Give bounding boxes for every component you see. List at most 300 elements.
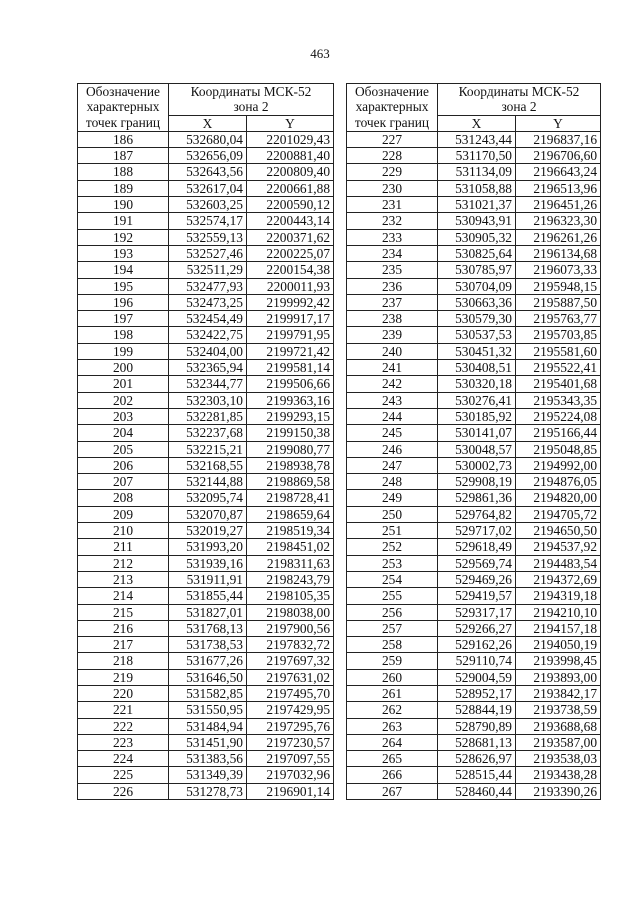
x-coordinate-cell: 532559,13 bbox=[169, 229, 247, 245]
point-number-cell: 208 bbox=[78, 490, 169, 506]
x-coordinate-cell: 530704,09 bbox=[438, 278, 516, 294]
y-coordinate-cell: 2197097,55 bbox=[247, 751, 334, 767]
y-coordinate-cell: 2196134,68 bbox=[516, 245, 601, 261]
table-row bbox=[78, 360, 334, 376]
point-number-cell: 204 bbox=[78, 425, 169, 441]
point-number-cell: 258 bbox=[347, 637, 438, 653]
x-coordinate-cell: 531911,91 bbox=[169, 571, 247, 587]
point-number-cell: 227 bbox=[347, 131, 438, 147]
x-coordinate-cell: 529110,74 bbox=[438, 653, 516, 669]
point-number-cell: 219 bbox=[78, 669, 169, 685]
point-number-cell: 197 bbox=[78, 311, 169, 327]
x-coordinate-cell: 529569,74 bbox=[438, 555, 516, 571]
point-number-cell: 253 bbox=[347, 555, 438, 571]
coordinates-header-line1: Координаты МСК-52 bbox=[458, 84, 580, 99]
point-number-cell: 191 bbox=[78, 213, 169, 229]
point-number-cell: 245 bbox=[347, 425, 438, 441]
coordinates-header-line2: зона 2 bbox=[233, 99, 269, 115]
table-row bbox=[347, 571, 601, 587]
x-coordinate-cell: 531550,95 bbox=[169, 702, 247, 718]
x-coordinate-cell: 531383,56 bbox=[169, 751, 247, 767]
y-coordinate-cell: 2199791,95 bbox=[247, 327, 334, 343]
point-number-cell: 230 bbox=[347, 180, 438, 196]
table-row bbox=[347, 213, 601, 229]
y-coordinate-cell: 2195048,85 bbox=[516, 441, 601, 457]
y-coordinate-cell: 2193688,68 bbox=[516, 718, 601, 734]
point-number-cell: 221 bbox=[78, 702, 169, 718]
y-coordinate-cell: 2195522,41 bbox=[516, 360, 601, 376]
y-column-header: Y bbox=[247, 115, 334, 131]
x-coordinate-cell: 532281,85 bbox=[169, 408, 247, 424]
y-coordinate-cell: 2193998,45 bbox=[516, 653, 601, 669]
table-row bbox=[78, 294, 334, 310]
table-row bbox=[78, 474, 334, 490]
x-coordinate-cell: 530905,32 bbox=[438, 229, 516, 245]
table-row bbox=[347, 604, 601, 620]
x-coordinate-cell: 531243,44 bbox=[438, 131, 516, 147]
point-number-cell: 216 bbox=[78, 620, 169, 636]
y-coordinate-cell: 2197429,95 bbox=[247, 702, 334, 718]
y-coordinate-cell: 2193390,26 bbox=[516, 783, 601, 799]
x-coordinate-cell: 532656,09 bbox=[169, 148, 247, 164]
y-coordinate-cell: 2197032,96 bbox=[247, 767, 334, 783]
y-coordinate-cell: 2199293,15 bbox=[247, 408, 334, 424]
point-number-cell: 206 bbox=[78, 457, 169, 473]
y-coordinate-cell: 2198519,34 bbox=[247, 523, 334, 539]
x-coordinate-cell: 531058,88 bbox=[438, 180, 516, 196]
y-coordinate-cell: 2200011,93 bbox=[247, 278, 334, 294]
y-coordinate-cell: 2196323,30 bbox=[516, 213, 601, 229]
y-coordinate-cell: 2195401,68 bbox=[516, 376, 601, 392]
x-coordinate-cell: 532344,77 bbox=[169, 376, 247, 392]
point-number-cell: 210 bbox=[78, 523, 169, 539]
y-coordinate-cell: 2198105,35 bbox=[247, 588, 334, 604]
table-row bbox=[347, 311, 601, 327]
table-row bbox=[347, 702, 601, 718]
y-coordinate-cell: 2193438,28 bbox=[516, 767, 601, 783]
x-coordinate-cell: 532095,74 bbox=[169, 490, 247, 506]
table-row bbox=[347, 197, 601, 213]
point-number-cell: 240 bbox=[347, 343, 438, 359]
y-coordinate-cell: 2196451,26 bbox=[516, 197, 601, 213]
point-number-cell: 205 bbox=[78, 441, 169, 457]
point-number-cell: 257 bbox=[347, 620, 438, 636]
x-coordinate-cell: 531278,73 bbox=[169, 783, 247, 799]
table-row bbox=[78, 523, 334, 539]
y-column-header: Y bbox=[516, 115, 601, 131]
table-row bbox=[78, 392, 334, 408]
x-coordinate-cell: 531451,90 bbox=[169, 734, 247, 750]
y-coordinate-cell: 2196706,60 bbox=[516, 148, 601, 164]
point-number-cell: 203 bbox=[78, 408, 169, 424]
point-number-cell: 229 bbox=[347, 164, 438, 180]
x-coordinate-cell: 530002,73 bbox=[438, 457, 516, 473]
y-coordinate-cell: 2198038,00 bbox=[247, 604, 334, 620]
y-coordinate-cell: 2197230,57 bbox=[247, 734, 334, 750]
y-coordinate-cell: 2197832,72 bbox=[247, 637, 334, 653]
x-coordinate-cell: 531134,09 bbox=[438, 164, 516, 180]
x-coordinate-cell: 528515,44 bbox=[438, 767, 516, 783]
point-number-cell: 190 bbox=[78, 197, 169, 213]
x-coordinate-cell: 530048,57 bbox=[438, 441, 516, 457]
table-row bbox=[347, 506, 601, 522]
x-coordinate-cell: 532617,04 bbox=[169, 180, 247, 196]
x-coordinate-cell: 528844,19 bbox=[438, 702, 516, 718]
point-number-cell: 254 bbox=[347, 571, 438, 587]
point-number-cell: 211 bbox=[78, 539, 169, 555]
table-row bbox=[347, 653, 601, 669]
point-number-cell: 251 bbox=[347, 523, 438, 539]
designation-header-line2: характерных bbox=[355, 99, 429, 115]
point-number-cell: 192 bbox=[78, 229, 169, 245]
coordinates-table-right bbox=[346, 83, 601, 800]
point-number-cell: 213 bbox=[78, 571, 169, 587]
table-row bbox=[347, 148, 601, 164]
point-number-cell: 201 bbox=[78, 376, 169, 392]
x-coordinate-cell: 528952,17 bbox=[438, 685, 516, 701]
table-row bbox=[78, 653, 334, 669]
point-number-cell: 193 bbox=[78, 245, 169, 261]
table-row bbox=[78, 245, 334, 261]
x-coordinate-cell: 529861,36 bbox=[438, 490, 516, 506]
y-coordinate-cell: 2199992,42 bbox=[247, 294, 334, 310]
table-row bbox=[347, 555, 601, 571]
table-row bbox=[347, 490, 601, 506]
x-coordinate-cell: 530276,41 bbox=[438, 392, 516, 408]
x-coordinate-cell: 529317,17 bbox=[438, 604, 516, 620]
point-number-cell: 236 bbox=[347, 278, 438, 294]
x-coordinate-cell: 531484,94 bbox=[169, 718, 247, 734]
table-row bbox=[78, 669, 334, 685]
x-coordinate-cell: 530141,07 bbox=[438, 425, 516, 441]
y-coordinate-cell: 2195343,35 bbox=[516, 392, 601, 408]
x-coordinate-cell: 530537,53 bbox=[438, 327, 516, 343]
y-coordinate-cell: 2193738,59 bbox=[516, 702, 601, 718]
x-coordinate-cell: 532473,25 bbox=[169, 294, 247, 310]
point-number-cell: 223 bbox=[78, 734, 169, 750]
table-row bbox=[347, 180, 601, 196]
x-coordinate-cell: 528790,89 bbox=[438, 718, 516, 734]
table-row bbox=[78, 343, 334, 359]
x-coordinate-cell: 532680,04 bbox=[169, 131, 247, 147]
y-coordinate-cell: 2197900,56 bbox=[247, 620, 334, 636]
y-coordinate-cell: 2200225,07 bbox=[247, 245, 334, 261]
y-coordinate-cell: 2198938,78 bbox=[247, 457, 334, 473]
x-coordinate-cell: 532215,21 bbox=[169, 441, 247, 457]
point-number-cell: 194 bbox=[78, 262, 169, 278]
x-coordinate-cell: 530320,18 bbox=[438, 376, 516, 392]
x-coordinate-cell: 531646,50 bbox=[169, 669, 247, 685]
y-coordinate-cell: 2194537,92 bbox=[516, 539, 601, 555]
table-row bbox=[78, 197, 334, 213]
table-row bbox=[78, 262, 334, 278]
y-coordinate-cell: 2198869,58 bbox=[247, 474, 334, 490]
x-coordinate-cell: 532574,17 bbox=[169, 213, 247, 229]
table-row bbox=[78, 702, 334, 718]
x-coordinate-cell: 532511,29 bbox=[169, 262, 247, 278]
y-coordinate-cell: 2194319,18 bbox=[516, 588, 601, 604]
point-number-cell: 242 bbox=[347, 376, 438, 392]
y-coordinate-cell: 2199506,66 bbox=[247, 376, 334, 392]
x-coordinate-cell: 530408,51 bbox=[438, 360, 516, 376]
table-row bbox=[78, 751, 334, 767]
x-coordinate-cell: 532527,46 bbox=[169, 245, 247, 261]
point-number-cell: 217 bbox=[78, 637, 169, 653]
y-coordinate-cell: 2195887,50 bbox=[516, 294, 601, 310]
table-row bbox=[347, 767, 601, 783]
point-number-cell: 259 bbox=[347, 653, 438, 669]
table-row bbox=[347, 783, 601, 799]
point-number-cell: 247 bbox=[347, 457, 438, 473]
designation-header-line3: точек границ bbox=[354, 114, 430, 130]
table-row bbox=[78, 571, 334, 587]
y-coordinate-cell: 2194650,50 bbox=[516, 523, 601, 539]
table-row bbox=[347, 262, 601, 278]
x-coordinate-cell: 529469,26 bbox=[438, 571, 516, 587]
point-number-cell: 252 bbox=[347, 539, 438, 555]
table-row bbox=[347, 392, 601, 408]
x-coordinate-cell: 531677,26 bbox=[169, 653, 247, 669]
point-number-cell: 262 bbox=[347, 702, 438, 718]
designation-header-line2: характерных bbox=[86, 99, 160, 115]
table-row bbox=[78, 311, 334, 327]
table-row bbox=[347, 229, 601, 245]
point-number-cell: 255 bbox=[347, 588, 438, 604]
y-coordinate-cell: 2200443,14 bbox=[247, 213, 334, 229]
y-coordinate-cell: 2198728,41 bbox=[247, 490, 334, 506]
y-coordinate-cell: 2195763,77 bbox=[516, 311, 601, 327]
y-coordinate-cell: 2198243,79 bbox=[247, 571, 334, 587]
x-coordinate-cell: 532603,25 bbox=[169, 197, 247, 213]
page-number: 463 bbox=[310, 46, 330, 61]
point-number-cell: 218 bbox=[78, 653, 169, 669]
point-number-cell: 202 bbox=[78, 392, 169, 408]
point-number-cell: 189 bbox=[78, 180, 169, 196]
y-coordinate-cell: 2200154,38 bbox=[247, 262, 334, 278]
y-coordinate-cell: 2194157,18 bbox=[516, 620, 601, 636]
y-coordinate-cell: 2199581,14 bbox=[247, 360, 334, 376]
y-coordinate-cell: 2197295,76 bbox=[247, 718, 334, 734]
point-number-cell: 256 bbox=[347, 604, 438, 620]
point-number-cell: 209 bbox=[78, 506, 169, 522]
x-coordinate-cell: 532019,27 bbox=[169, 523, 247, 539]
point-number-cell: 231 bbox=[347, 197, 438, 213]
y-coordinate-cell: 2197697,32 bbox=[247, 653, 334, 669]
coordinates-header-line1: Координаты МСК-52 bbox=[190, 84, 312, 99]
y-coordinate-cell: 2194210,10 bbox=[516, 604, 601, 620]
table-row bbox=[78, 604, 334, 620]
table-row bbox=[78, 164, 334, 180]
point-number-cell: 237 bbox=[347, 294, 438, 310]
point-number-cell: 241 bbox=[347, 360, 438, 376]
y-coordinate-cell: 2193842,17 bbox=[516, 685, 601, 701]
table-row bbox=[78, 506, 334, 522]
table-row bbox=[347, 620, 601, 636]
y-coordinate-cell: 2199363,16 bbox=[247, 392, 334, 408]
x-coordinate-cell: 529908,19 bbox=[438, 474, 516, 490]
x-coordinate-cell: 528626,97 bbox=[438, 751, 516, 767]
designation-header-line1: Обозначение bbox=[355, 84, 429, 99]
coordinates-table-left bbox=[77, 83, 334, 800]
x-coordinate-cell: 528681,13 bbox=[438, 734, 516, 750]
y-coordinate-cell: 2198451,02 bbox=[247, 539, 334, 555]
x-coordinate-cell: 528460,44 bbox=[438, 783, 516, 799]
point-number-cell: 226 bbox=[78, 783, 169, 799]
y-coordinate-cell: 2199917,17 bbox=[247, 311, 334, 327]
x-coordinate-cell: 529004,59 bbox=[438, 669, 516, 685]
point-number-cell: 243 bbox=[347, 392, 438, 408]
table-row bbox=[78, 441, 334, 457]
designation-header-line1: Обозначение bbox=[86, 84, 160, 99]
table-row bbox=[78, 229, 334, 245]
point-number-cell: 260 bbox=[347, 669, 438, 685]
x-coordinate-cell: 531582,85 bbox=[169, 685, 247, 701]
y-coordinate-cell: 2194372,69 bbox=[516, 571, 601, 587]
y-coordinate-cell: 2195948,15 bbox=[516, 278, 601, 294]
x-coordinate-cell: 531768,13 bbox=[169, 620, 247, 636]
y-coordinate-cell: 2198311,63 bbox=[247, 555, 334, 571]
y-coordinate-cell: 2201029,43 bbox=[247, 131, 334, 147]
designation-header-line3: точек границ bbox=[85, 114, 161, 130]
point-number-cell: 199 bbox=[78, 343, 169, 359]
table-row bbox=[347, 539, 601, 555]
x-coordinate-cell: 529618,49 bbox=[438, 539, 516, 555]
y-coordinate-cell: 2196513,96 bbox=[516, 180, 601, 196]
table-row bbox=[347, 343, 601, 359]
x-coordinate-cell: 532303,10 bbox=[169, 392, 247, 408]
table-row bbox=[347, 164, 601, 180]
x-coordinate-cell: 530579,30 bbox=[438, 311, 516, 327]
x-coordinate-cell: 531855,44 bbox=[169, 588, 247, 604]
y-coordinate-cell: 2196261,26 bbox=[516, 229, 601, 245]
table-row bbox=[347, 408, 601, 424]
point-number-cell: 246 bbox=[347, 441, 438, 457]
table-row bbox=[78, 457, 334, 473]
table-row bbox=[78, 213, 334, 229]
table-row bbox=[347, 327, 601, 343]
x-coordinate-cell: 531170,50 bbox=[438, 148, 516, 164]
y-coordinate-cell: 2199150,38 bbox=[247, 425, 334, 441]
point-number-cell: 261 bbox=[347, 685, 438, 701]
x-coordinate-cell: 532144,88 bbox=[169, 474, 247, 490]
y-coordinate-cell: 2198659,64 bbox=[247, 506, 334, 522]
x-coordinate-cell: 529162,26 bbox=[438, 637, 516, 653]
table-row bbox=[78, 148, 334, 164]
x-coordinate-cell: 532237,68 bbox=[169, 425, 247, 441]
x-coordinate-cell: 529717,02 bbox=[438, 523, 516, 539]
point-number-cell: 235 bbox=[347, 262, 438, 278]
x-coordinate-cell: 531021,37 bbox=[438, 197, 516, 213]
y-coordinate-cell: 2193893,00 bbox=[516, 669, 601, 685]
x-column-header: X bbox=[169, 115, 247, 131]
y-coordinate-cell: 2195224,08 bbox=[516, 408, 601, 424]
table-row bbox=[78, 620, 334, 636]
y-coordinate-cell: 2196837,16 bbox=[516, 131, 601, 147]
y-coordinate-cell: 2200881,40 bbox=[247, 148, 334, 164]
x-coordinate-cell: 531939,16 bbox=[169, 555, 247, 571]
point-number-cell: 239 bbox=[347, 327, 438, 343]
table-row bbox=[347, 294, 601, 310]
table-row bbox=[78, 425, 334, 441]
y-coordinate-cell: 2200661,88 bbox=[247, 180, 334, 196]
y-coordinate-cell: 2199721,42 bbox=[247, 343, 334, 359]
table-row bbox=[78, 734, 334, 750]
point-number-cell: 238 bbox=[347, 311, 438, 327]
designation-header bbox=[78, 84, 169, 132]
y-coordinate-cell: 2196901,14 bbox=[247, 783, 334, 799]
coordinates-header bbox=[438, 84, 601, 116]
point-number-cell: 214 bbox=[78, 588, 169, 604]
point-number-cell: 222 bbox=[78, 718, 169, 734]
y-coordinate-cell: 2194483,54 bbox=[516, 555, 601, 571]
point-number-cell: 263 bbox=[347, 718, 438, 734]
point-number-cell: 265 bbox=[347, 751, 438, 767]
point-number-cell: 186 bbox=[78, 131, 169, 147]
point-number-cell: 225 bbox=[78, 767, 169, 783]
table-row bbox=[347, 474, 601, 490]
x-coordinate-cell: 532643,56 bbox=[169, 164, 247, 180]
table-row bbox=[78, 131, 334, 147]
table-row bbox=[347, 278, 601, 294]
table-row bbox=[78, 718, 334, 734]
table-row bbox=[347, 588, 601, 604]
x-coordinate-cell: 529266,27 bbox=[438, 620, 516, 636]
point-number-cell: 250 bbox=[347, 506, 438, 522]
point-number-cell: 248 bbox=[347, 474, 438, 490]
point-number-cell: 267 bbox=[347, 783, 438, 799]
y-coordinate-cell: 2194050,19 bbox=[516, 637, 601, 653]
y-coordinate-cell: 2200809,40 bbox=[247, 164, 334, 180]
x-coordinate-cell: 532365,94 bbox=[169, 360, 247, 376]
point-number-cell: 198 bbox=[78, 327, 169, 343]
y-coordinate-cell: 2196073,33 bbox=[516, 262, 601, 278]
y-coordinate-cell: 2200590,12 bbox=[247, 197, 334, 213]
designation-header bbox=[347, 84, 438, 132]
table-row bbox=[347, 523, 601, 539]
y-coordinate-cell: 2196643,24 bbox=[516, 164, 601, 180]
y-coordinate-cell: 2197495,70 bbox=[247, 685, 334, 701]
point-number-cell: 224 bbox=[78, 751, 169, 767]
table-row bbox=[347, 376, 601, 392]
x-coordinate-cell: 530943,91 bbox=[438, 213, 516, 229]
point-number-cell: 249 bbox=[347, 490, 438, 506]
table-row bbox=[78, 685, 334, 701]
point-number-cell: 244 bbox=[347, 408, 438, 424]
x-coordinate-cell: 530663,36 bbox=[438, 294, 516, 310]
x-coordinate-cell: 532168,55 bbox=[169, 457, 247, 473]
table-row bbox=[347, 360, 601, 376]
point-number-cell: 196 bbox=[78, 294, 169, 310]
x-coordinate-cell: 531993,20 bbox=[169, 539, 247, 555]
table-row bbox=[78, 588, 334, 604]
table-row bbox=[347, 245, 601, 261]
table-row bbox=[78, 327, 334, 343]
y-coordinate-cell: 2199080,77 bbox=[247, 441, 334, 457]
x-coordinate-cell: 532070,87 bbox=[169, 506, 247, 522]
y-coordinate-cell: 2195703,85 bbox=[516, 327, 601, 343]
point-number-cell: 200 bbox=[78, 360, 169, 376]
table-row bbox=[347, 669, 601, 685]
point-number-cell: 233 bbox=[347, 229, 438, 245]
y-coordinate-cell: 2194992,00 bbox=[516, 457, 601, 473]
x-coordinate-cell: 531349,39 bbox=[169, 767, 247, 783]
x-coordinate-cell: 530825,64 bbox=[438, 245, 516, 261]
table-row bbox=[78, 783, 334, 799]
table-row bbox=[78, 767, 334, 783]
table-row bbox=[347, 734, 601, 750]
point-number-cell: 212 bbox=[78, 555, 169, 571]
point-number-cell: 264 bbox=[347, 734, 438, 750]
